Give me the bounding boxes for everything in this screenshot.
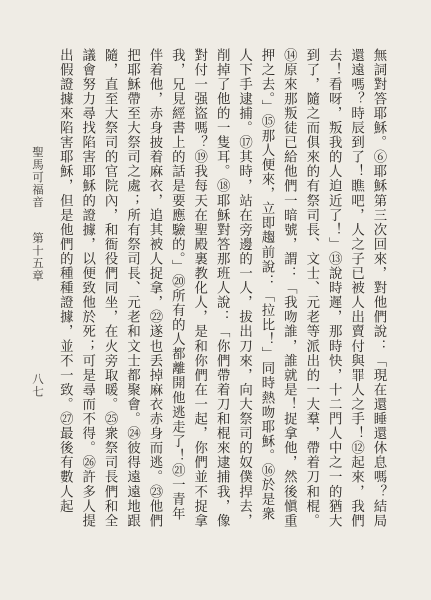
scripture-text-column xyxy=(51,48,389,534)
running-header-book-title: 聖馬可福音 xyxy=(31,146,45,209)
chapter-label: 第十五章 xyxy=(31,232,45,282)
page-number: 八七 xyxy=(31,373,45,398)
scripture-passage: 無詞對答耶穌。⑥耶穌第三次回來，對他們說：「現在還睡還休息嗎？結局還遠嗎？時辰到了！瞧吧，人之子已被人出賣付與罪人之手！⑫起來，我們去！看呀，叛我的人迫近了！」⑬說時遲，那時快，十二門人中之一的猶大到了，隨之而俱來的有祭司長、文士、元老等派出的一大羣，帶着刀和棍。⑭原來那叛徒已給他們一暗號，謂：「我吻誰，誰就是！捉拿他，然後愼重押之去。」⑮那人便來，立即趨前說：「拉比！」同時熱吻耶穌。⑯於是衆人下手逮捕。⑰其時，站在旁邊的一人，拔出刀來，向大祭司的奴僕捍去，削掉了他的一隻耳。⑱耶穌對答那班人說：「你們帶着刀和棍來逮捕我，像對付一强盜嗎？⑲我每天在聖殿裏教化人，是和你們在一起，你們並不捉拿我，兄見經書上的話是要應驗的。」⑳所有的人都離開他逃走了！㉑一青年伴着他，赤身披着麻衣，追其被人捉拿，㉒遂也丢掉麻衣赤身而逃。㉓他們把耶穌帶至大祭司之處；所有祭司長、元老和文士都聚會。㉔彼得遠遠地跟隨，直至大祭司的官院內，和衙役們同坐，在火旁取暖。㉕衆祭司長們和全議會努力尋找陷害耶穌的證據，以便致他於死；可是尋而不得。㉖許多人提出假證據來陷害耶穌，但是他們的種種證據，並不一致。㉗最後有數人起 xyxy=(57,48,386,529)
